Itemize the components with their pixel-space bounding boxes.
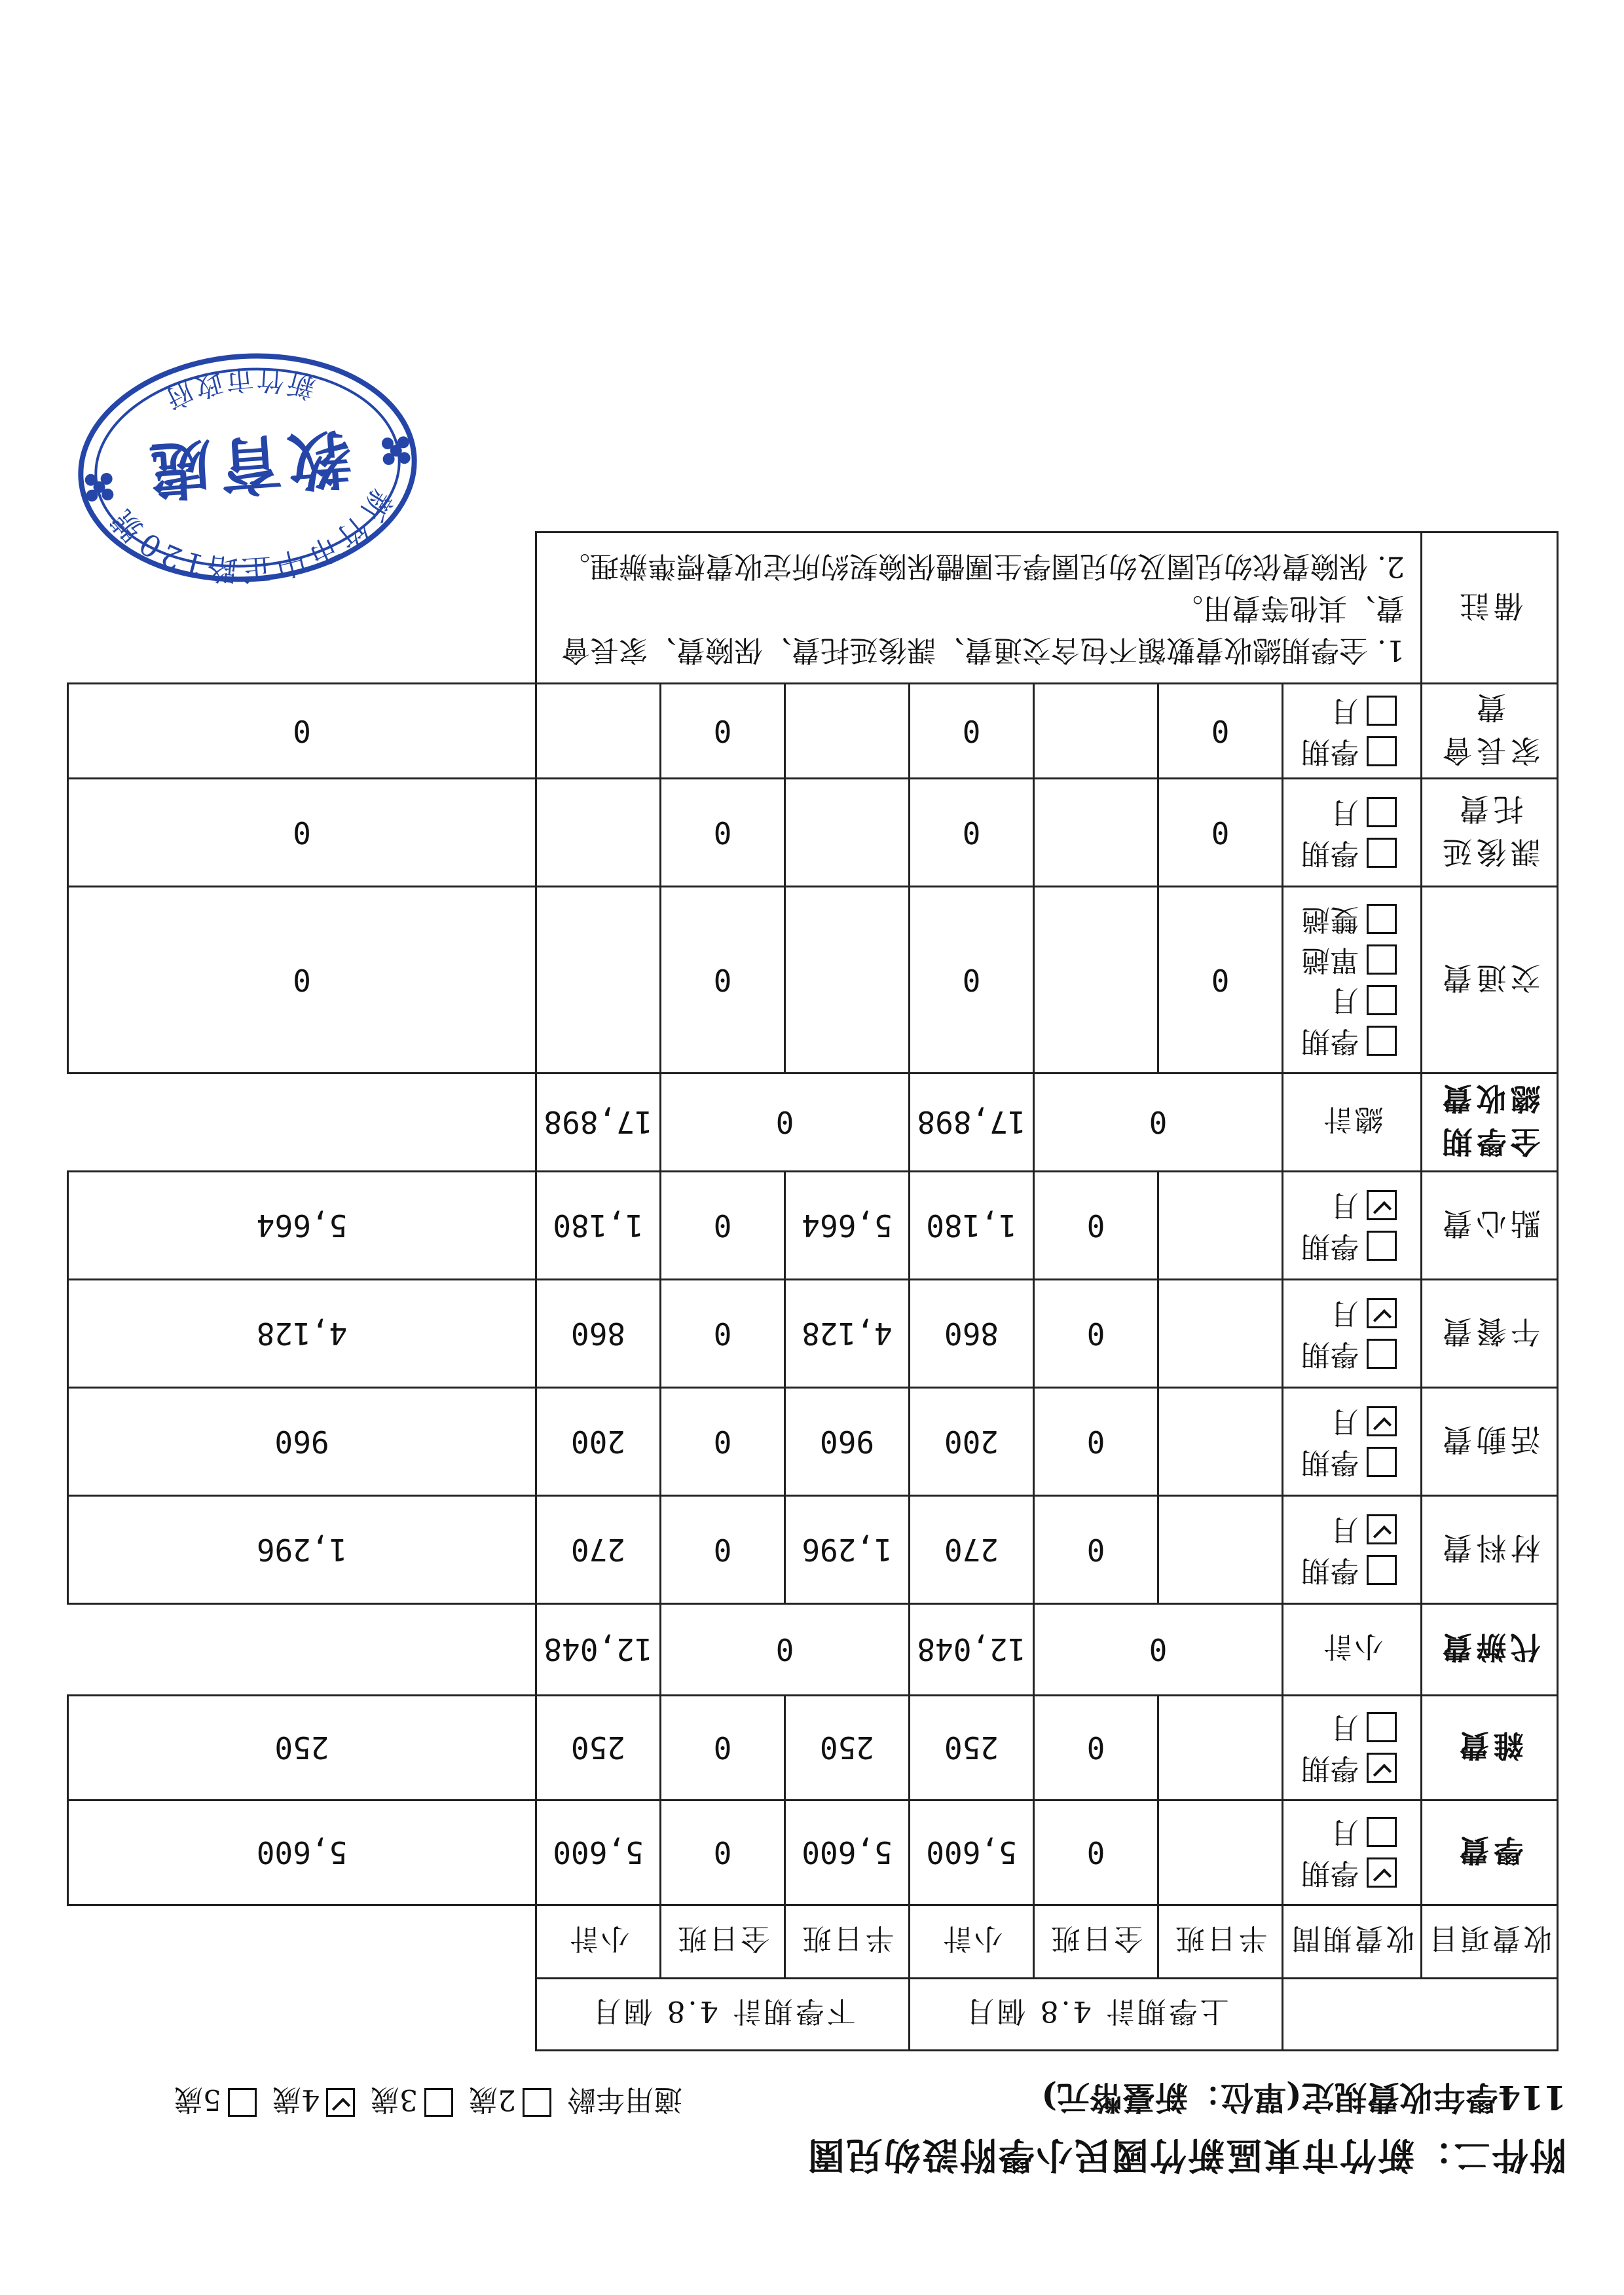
period-cell [1283,1696,1422,1801]
period-label: 單趟 [1301,943,1359,977]
fee-row-tuition [68,1801,1558,1905]
age-selection [174,2081,682,2123]
fee-item-label: 代辦費 [1438,1630,1541,1666]
fee-value-cell [68,684,536,779]
period-checkbox[interactable] [1367,1406,1397,1436]
fee-value: 860 [570,1316,626,1351]
remarks-cell [536,532,1421,684]
fee-value-cell [1158,1696,1283,1801]
fee-value-cell [68,1496,536,1604]
fee-item-label: 交通費 [1438,960,1541,996]
fee-item-cell [1422,1280,1558,1388]
fee-value: 0 [1086,1835,1105,1871]
column-header: 小計 [940,1922,1003,1956]
fee-item-label: 課後延托費 [1438,791,1541,870]
fee-item-label: 點心費 [1438,1206,1541,1241]
period-label: 月 [1330,984,1359,1017]
fee-value: 0 [1211,815,1230,850]
fee-value-cell [660,779,784,887]
fee-item-label: 材料費 [1438,1530,1541,1565]
fee-value-cell [660,1604,909,1696]
fee-value: 200 [944,1424,999,1459]
fee-item-cell [1422,1172,1558,1280]
column-header: 收費項目 [1426,1922,1553,1956]
period-checkbox[interactable] [1367,1298,1397,1328]
sub-label-cell [1283,1604,1422,1696]
fee-value-cell [68,1388,536,1496]
fee-value-cell [909,1604,1033,1696]
fee-value: 1,180 [926,1208,1017,1243]
fee-value-cell [1034,779,1158,887]
fee-value-cell [68,779,536,887]
fee-value-cell [68,1801,536,1905]
fee-value-cell [1034,1388,1158,1496]
seal-bottom-text: 新竹市政府 [155,362,319,419]
age-checkbox[interactable] [523,2088,551,2117]
fee-value-cell [536,1801,660,1905]
period-checkbox[interactable] [1367,1026,1397,1056]
fee-value-cell [536,1073,660,1172]
period-checkbox[interactable] [1367,696,1397,726]
period-checkbox[interactable] [1367,838,1397,868]
fee-value-cell [536,1604,660,1696]
period-label: 月 [1330,1297,1359,1330]
fee-value-cell [68,1696,536,1801]
fee-value: 250 [274,1730,329,1766]
fee-item-label: 學費 [1455,1833,1524,1869]
fee-value: 250 [944,1730,999,1766]
fee-value: 17,898 [544,1104,653,1140]
fee-value: 270 [944,1532,999,1567]
period-checkbox[interactable] [1367,1858,1397,1888]
fee-value-cell [909,1696,1033,1801]
fee-value: 860 [944,1316,999,1351]
fee-value-cell [784,887,909,1073]
fee-item-cell [1422,887,1558,1073]
fee-value: 0 [713,1208,732,1243]
period-cell [1283,684,1422,779]
period-label: 月 [1330,1513,1359,1546]
sub-label: 總計 [1320,1102,1384,1136]
remarks-label: 備註 [1455,588,1524,624]
fee-value: 12,048 [917,1632,1026,1668]
fee-value-cell [1034,887,1158,1073]
fee-row-snack [68,1172,1558,1280]
fee-value: 0 [1149,1632,1168,1668]
column-header-cell [1283,1905,1422,1979]
fee-value: 17,898 [917,1104,1026,1140]
fee-value-cell [536,779,660,887]
fee-value-cell [660,1280,784,1388]
fee-value-cell [1034,1801,1158,1905]
fee-item-cell [1422,1696,1558,1801]
column-header-cell [536,1905,660,1979]
fee-value-cell [909,1280,1033,1388]
fee-value-cell [784,1280,909,1388]
fee-value-cell [909,684,1033,779]
fee-value: 0 [1086,1208,1105,1243]
period-cell [1283,1172,1422,1280]
fee-item-cell [1422,1604,1558,1696]
fee-value-cell [1034,1604,1283,1696]
fee-value-cell [1158,887,1283,1073]
fee-value-cell [1034,1696,1158,1801]
fee-value-cell [1034,1073,1283,1172]
fee-value-cell [784,1696,909,1801]
remarks-line-2: 2. 保險費依幼兒園及幼兒園學生團體保險契約所定收費標準辦理。 [561,550,1405,583]
remarks-line-1: 1. 全學期總收費數額不包含交通費、課後延托費、保險費、家長會費、其他等費用。 [561,591,1405,667]
fee-value-cell [784,779,909,887]
fee-item-cell [1422,779,1558,887]
period-label: 月 [1330,1711,1359,1745]
period-label: 月 [1330,1405,1359,1438]
fee-value-cell [909,1801,1033,1905]
fee-value: 1,296 [802,1532,893,1567]
column-header-cell [1422,1905,1558,1979]
fee-value: 4,128 [256,1316,348,1351]
fee-value-cell [909,887,1033,1073]
period-checkbox[interactable] [1367,1753,1397,1783]
fee-item-cell [1422,1388,1558,1496]
period-label: 學期 [1301,1856,1359,1890]
fee-value-cell [1158,684,1283,779]
period-label: 學期 [1301,1337,1359,1371]
blank-header-cell [1283,1979,1558,2051]
fee-value: 0 [1149,1104,1168,1140]
fee-value: 1,180 [553,1208,644,1243]
fee-row-material [68,1496,1558,1604]
period-label: 學期 [1301,1554,1359,1587]
fee-row-semester_total [68,1073,1558,1172]
semester2-header: 下學期計 4.8 個月 [589,1994,856,2028]
semester2-header-cell [536,1979,909,2051]
fee-value-cell [1034,684,1158,779]
remarks-label-cell [1422,532,1558,684]
column-header-cell [1158,1905,1283,1979]
fee-value-cell [68,887,536,1073]
fee-value-cell [1034,1172,1158,1280]
fee-value-cell [536,887,660,1073]
column-header: 半日班 [1173,1922,1268,1956]
column-header-cell [909,1905,1033,1979]
fee-item-label: 全學期總收費 [1438,1081,1541,1160]
period-label: 學期 [1301,1229,1359,1263]
period-cell [1283,1801,1422,1905]
ages-label: 適用年齡 [567,2083,682,2116]
fee-table [67,531,1559,2051]
period-checkbox[interactable] [1367,736,1397,766]
fee-value-cell [1158,779,1283,887]
period-label: 月 [1330,694,1359,728]
fee-row-agency_subtotal [68,1604,1558,1696]
fee-value-cell [1158,1280,1283,1388]
period-label: 學期 [1301,1751,1359,1785]
fee-value: 250 [819,1730,875,1766]
fee-value: 0 [962,962,981,998]
fee-value: 0 [1086,1316,1105,1351]
fee-value: 0 [1086,1424,1105,1459]
fee-value: 270 [570,1532,626,1567]
period-checkbox[interactable] [1367,1713,1397,1743]
fee-value-cell [784,1801,909,1905]
fee-value: 1,296 [256,1532,348,1567]
fee-value-cell [1034,1496,1158,1604]
fee-value: 5,664 [256,1208,348,1243]
fee-value-cell [660,1172,784,1280]
fee-value-cell [536,1496,660,1604]
fee-value: 4,128 [802,1316,893,1351]
period-checkbox[interactable] [1367,904,1397,934]
period-checkbox[interactable] [1367,1818,1397,1848]
column-header-cell [660,1905,784,1979]
fee-value-cell [1158,1496,1283,1604]
fee-value: 5,600 [802,1835,893,1871]
fee-value-cell [536,1172,660,1280]
fee-value: 0 [293,815,311,850]
semester1-header-cell [909,1979,1282,2051]
fee-value: 960 [274,1424,329,1459]
fee-value: 5,664 [802,1208,893,1243]
period-label: 學期 [1301,1446,1359,1479]
document-subtitle: 114學年收費規定(單位：新臺幣元) [1041,2078,1566,2117]
period-label: 雙趟 [1301,903,1359,936]
fee-row-parent_fee [68,684,1558,779]
column-header: 小計 [566,1922,630,1956]
fee-value-cell [784,1388,909,1496]
fee-item-cell [1422,1496,1558,1604]
fee-value: 0 [713,1532,732,1567]
fee-value-cell [660,887,784,1073]
column-header: 半日班 [800,1922,895,1956]
fee-value-cell [909,1073,1033,1172]
fee-value-cell [784,1496,909,1604]
period-checkbox[interactable] [1367,797,1397,827]
fee-value: 960 [819,1424,875,1459]
fee-row-lunch [68,1280,1558,1388]
fee-value: 0 [713,1835,732,1871]
age-label: 4歲 [272,2083,320,2116]
header-row-semesters [68,1979,1558,2051]
age-checkbox[interactable] [424,2088,453,2117]
period-checkbox[interactable] [1367,1555,1397,1585]
fee-value-cell [784,1172,909,1280]
period-checkbox[interactable] [1367,1231,1397,1261]
column-header-cell [784,1905,909,1979]
period-cell [1283,1280,1422,1388]
fee-value: 0 [1211,713,1230,749]
period-cell [1283,1496,1422,1604]
period-label: 學期 [1301,735,1359,768]
period-checkbox[interactable] [1367,1190,1397,1220]
column-header: 全日班 [1048,1922,1143,1956]
fee-value: 250 [570,1730,626,1766]
column-header: 收費期間 [1289,1922,1415,1956]
fee-row-after_school [68,779,1558,887]
fee-item-cell [1422,1801,1558,1905]
fee-value: 0 [962,713,981,749]
fee-value-cell [660,1496,784,1604]
fee-value-cell [536,1280,660,1388]
fee-item-label: 雜費 [1455,1728,1524,1764]
header-row-columns [68,1905,1558,1979]
fee-value: 5,600 [926,1835,1017,1871]
fee-value: 0 [713,713,732,749]
seal-top-text: 新竹市中正路120號 [102,483,400,589]
age-label: 5歲 [174,2083,221,2116]
official-seal [62,331,432,605]
fee-value-cell [660,1388,784,1496]
fee-item-cell [1422,1073,1558,1172]
fee-value: 0 [775,1632,794,1668]
fee-value-cell [1034,1280,1158,1388]
fee-value: 0 [713,962,732,998]
fee-value-cell [909,779,1033,887]
period-checkbox[interactable] [1367,1514,1397,1544]
fee-value: 5,600 [256,1835,348,1871]
fee-row-activity [68,1388,1558,1496]
fee-item-label: 活動費 [1438,1422,1541,1457]
fee-value: 0 [775,1104,794,1140]
fee-value-cell [660,1073,909,1172]
fee-value: 5,600 [553,1835,644,1871]
fee-item-cell [1422,684,1558,779]
fee-value-cell [536,1696,660,1801]
seal-center-text: 教育處 [141,420,354,509]
fee-value-cell [909,1388,1033,1496]
period-label: 月 [1330,1189,1359,1222]
age-label: 3歲 [371,2083,418,2116]
fee-value: 0 [713,815,732,850]
period-label: 學期 [1301,836,1359,870]
fee-value: 0 [713,1316,732,1351]
period-cell [1283,1388,1422,1496]
column-header: 全日班 [675,1922,770,1956]
period-checkbox[interactable] [1367,1339,1397,1369]
age-checkbox[interactable] [326,2088,355,2117]
fee-value-cell [784,684,909,779]
fee-value-cell [660,684,784,779]
fee-value-cell [1158,1388,1283,1496]
fee-row-transport [68,887,1558,1073]
sub-label-cell [1283,1073,1422,1172]
sub-label: 小計 [1320,1630,1384,1664]
fee-value-cell [536,1388,660,1496]
fee-value: 0 [713,1730,732,1766]
fee-value-cell [909,1172,1033,1280]
period-checkbox[interactable] [1367,1447,1397,1477]
period-label: 學期 [1301,1024,1359,1058]
fee-value: 200 [570,1424,626,1459]
fee-value: 0 [1086,1730,1105,1766]
age-checkbox[interactable] [228,2088,257,2117]
fee-value: 0 [713,1424,732,1459]
fee-value-cell [68,1172,536,1280]
fee-item-label: 家長會費 [1438,690,1541,768]
column-header-cell [1034,1905,1158,1979]
document-title: 附件二：新竹市東區新竹國民小學附設幼兒園 [807,2133,1566,2176]
fee-value: 0 [293,962,311,998]
fee-value-cell [909,1496,1033,1604]
fee-value-cell [68,1280,536,1388]
fee-value: 0 [1086,1532,1105,1567]
semester1-header: 上學期計 4.8 個月 [963,1994,1229,2028]
period-checkbox[interactable] [1367,985,1397,1015]
fee-value-cell [536,684,660,779]
fee-value-cell [660,1696,784,1801]
fee-value: 0 [1211,962,1230,998]
fee-value-cell [1158,1172,1283,1280]
fee-value: 0 [293,713,311,749]
fee-value: 12,048 [544,1632,653,1668]
fee-item-label: 午餐費 [1438,1314,1541,1349]
period-label: 月 [1330,796,1359,829]
fee-row-misc [68,1696,1558,1801]
period-cell [1283,887,1422,1073]
fee-value-cell [660,1801,784,1905]
seal-graphic [62,331,432,605]
period-cell [1283,779,1422,887]
fee-value: 0 [962,815,981,850]
age-label: 2歲 [469,2083,516,2116]
fee-value-cell [1158,1801,1283,1905]
period-label: 月 [1330,1816,1359,1850]
period-checkbox[interactable] [1367,944,1397,975]
